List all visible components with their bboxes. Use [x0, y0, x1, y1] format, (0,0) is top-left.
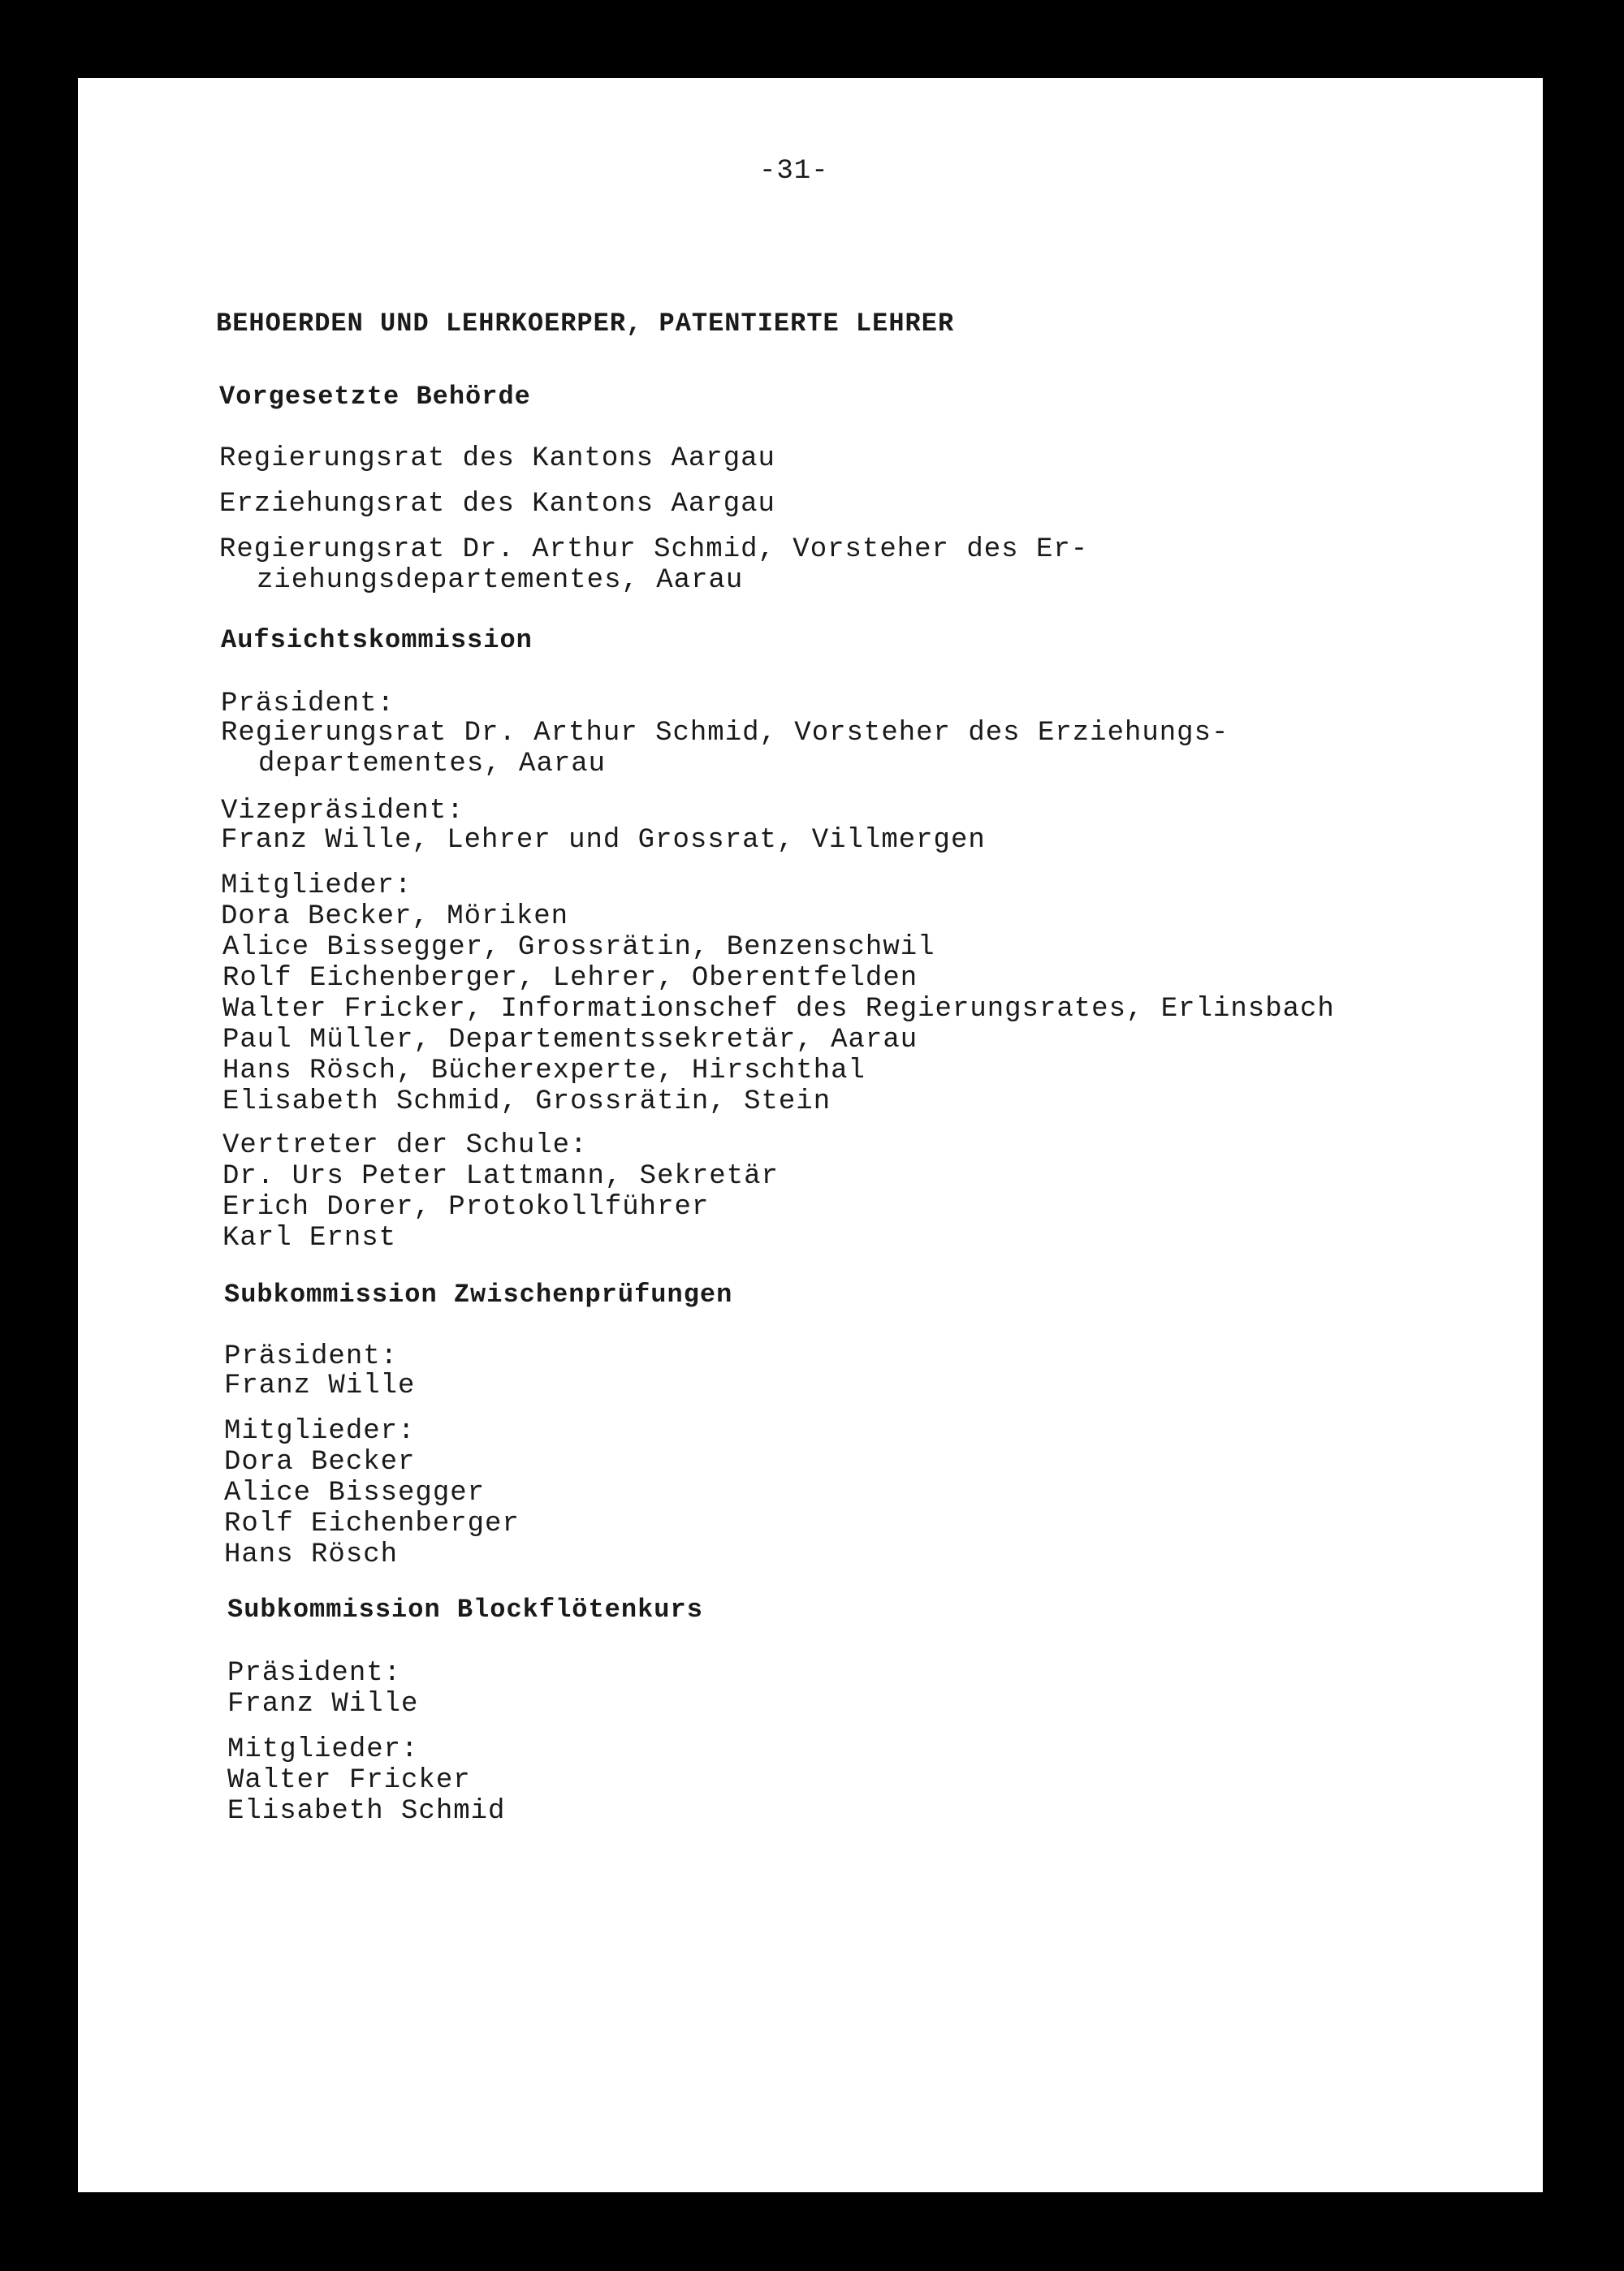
text-line: Alice Bissegger — [224, 1478, 486, 1509]
section-heading-vorgesetzte-behoerde: Vorgesetzte Behörde — [219, 382, 531, 412]
text-line: Dora Becker, Möriken — [221, 901, 569, 932]
text-line: Walter Fricker, Informationschef des Regierungsrates, Erlinsbach — [222, 994, 1335, 1025]
text-line: Regierungsrat Dr. Arthur Schmid, Vorsteher des Erziehungs- — [221, 718, 1229, 749]
text-line: Mitglieder: — [227, 1734, 419, 1765]
text-line: Paul Müller, Departementssekretär, Aarau — [222, 1025, 918, 1056]
text-line: Dr. Urs Peter Lattmann, Sekretär — [222, 1161, 779, 1192]
text-line: Elisabeth Schmid, Grossrätin, Stein — [222, 1086, 831, 1117]
text-line: Franz Wille — [227, 1689, 419, 1720]
text-line: Dora Becker — [224, 1447, 416, 1478]
text-line: Rolf Eichenberger, Lehrer, Oberentfelden — [222, 963, 918, 994]
text-line: Mitglieder: — [221, 870, 412, 901]
text-line: Karl Ernst — [222, 1223, 397, 1254]
text-line: Erich Dorer, Protokollführer — [222, 1192, 710, 1223]
document-title: BEHOERDEN UND LEHRKOERPER, PATENTIERTE LEHRER — [216, 309, 955, 339]
text-line: Rolf Eichenberger — [224, 1509, 520, 1539]
section-heading-aufsichtskommission: Aufsichtskommission — [221, 625, 533, 655]
text-line: Walter Fricker — [227, 1765, 471, 1796]
text-line: Präsident: — [221, 689, 395, 719]
text-line: Vertreter der Schule: — [222, 1130, 588, 1161]
text-line: Regierungsrat des Kantons Aargau — [219, 443, 775, 474]
section-heading-subkommission-blockfloetenkurs: Subkommission Blockflötenkurs — [227, 1595, 703, 1625]
text-line: Präsident: — [224, 1341, 399, 1372]
text-line: Alice Bissegger, Grossrätin, Benzenschwil — [222, 932, 935, 963]
text-line: Hans Rösch, Bücherexperte, Hirschthal — [222, 1056, 866, 1086]
text-line: ziehungsdepartementes, Aarau — [257, 565, 744, 596]
page-number: -31- — [759, 156, 829, 187]
text-line: Franz Wille, Lehrer und Grossrat, Villmergen — [221, 825, 986, 856]
text-line: Präsident: — [227, 1658, 402, 1689]
text-line: Elisabeth Schmid — [227, 1796, 506, 1827]
text-line: Franz Wille — [224, 1371, 416, 1401]
text-line: Mitglieder: — [224, 1416, 416, 1447]
text-line: Regierungsrat Dr. Arthur Schmid, Vorsteher des Er- — [219, 534, 1089, 565]
text-line: Hans Rösch — [224, 1539, 399, 1570]
text-line: departementes, Aarau — [258, 749, 607, 779]
text-line: Vizepräsident: — [221, 796, 464, 827]
section-heading-subkommission-zwischenpruefungen: Subkommission Zwischenprüfungen — [224, 1280, 733, 1310]
text-line: Erziehungsrat des Kantons Aargau — [219, 489, 775, 520]
